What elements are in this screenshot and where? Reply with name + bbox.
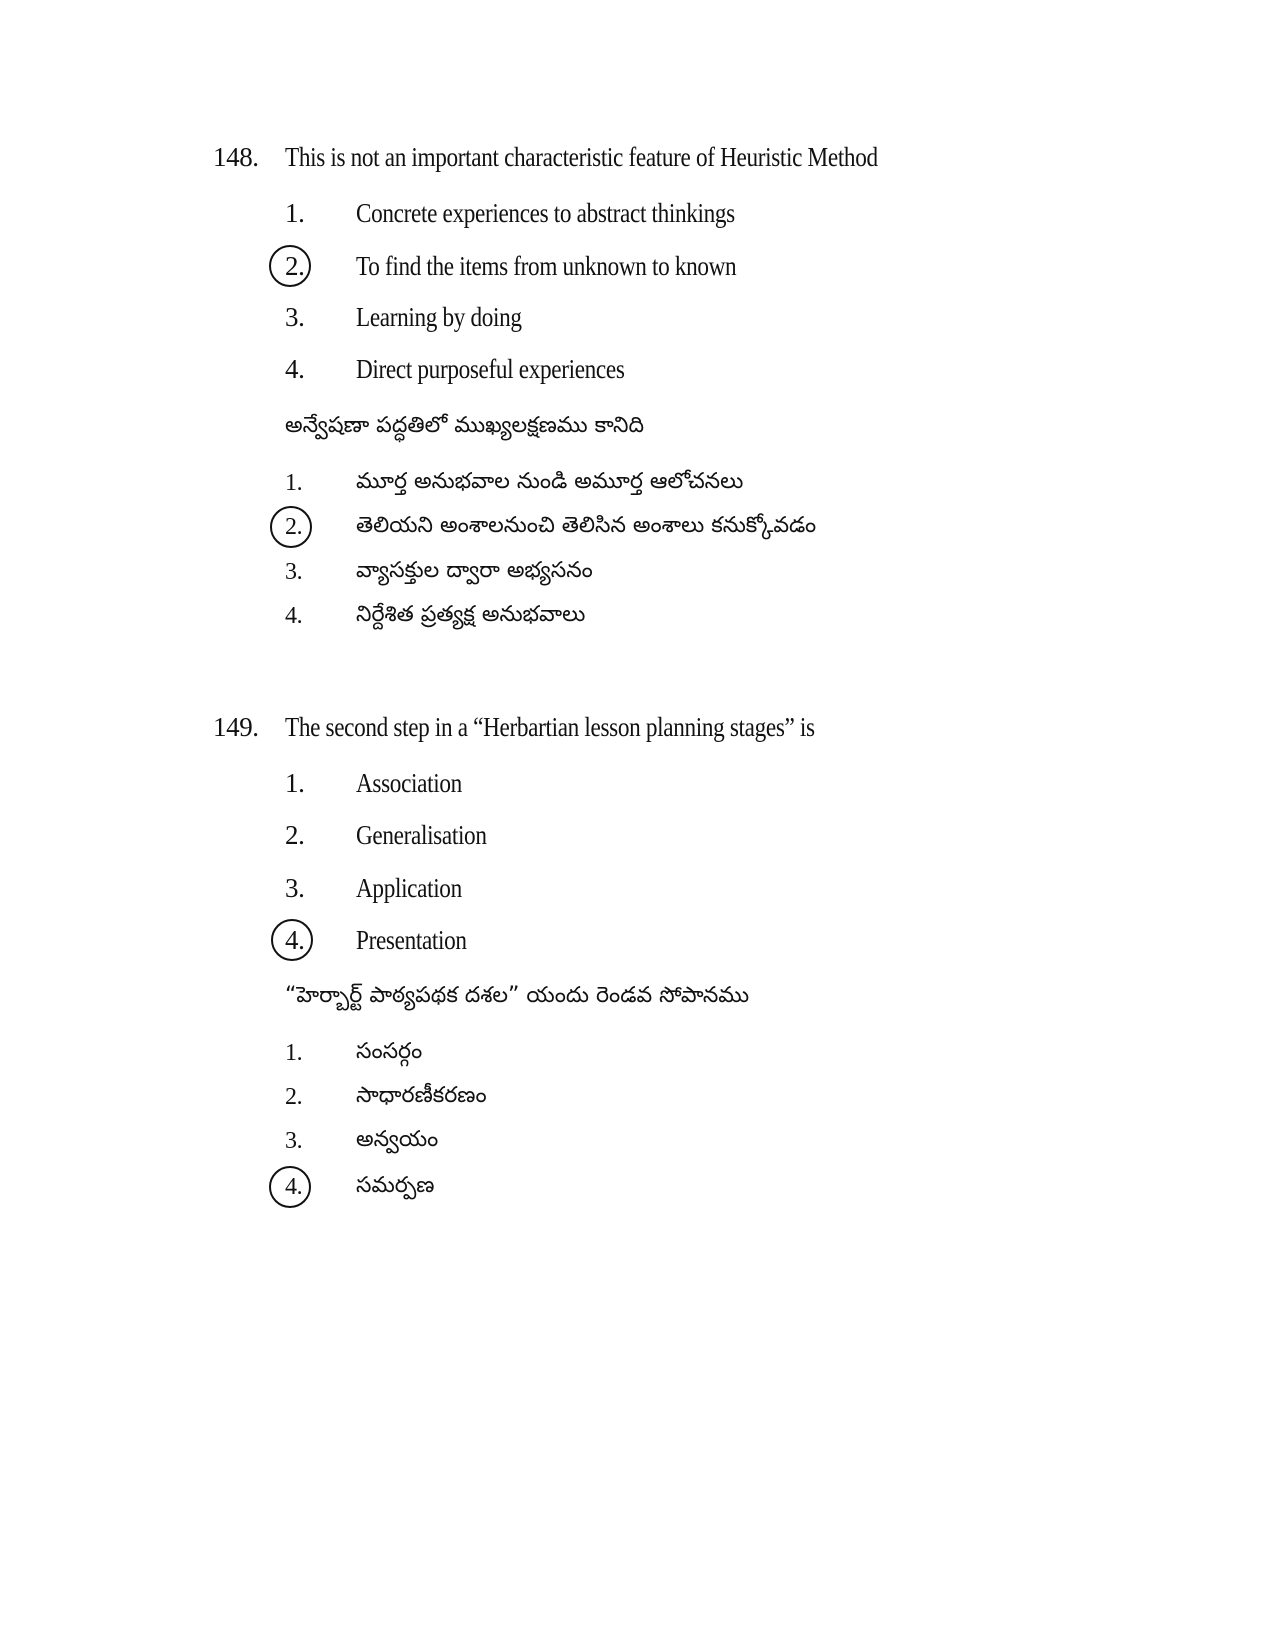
option-text-te: మూర్త అనుభవాల నుండి అమూర్త ఆలోచనలు: [356, 469, 744, 494]
option-text-te: అన్వయం: [356, 1127, 439, 1152]
option-number: 1.: [285, 470, 303, 496]
question-text-te: “హెర్బార్ట్ పాఠ్యపథక దశల” యందు రెండవ సోపానము: [285, 983, 750, 1008]
option-number: 1.: [285, 198, 305, 228]
option-label: Learning by doing: [356, 302, 522, 332]
option-number: 3.: [285, 559, 303, 585]
option-label: Direct purposeful experiences: [356, 354, 625, 384]
option-text: [356, 200, 797, 227]
option-text: [356, 356, 668, 383]
option-text: [356, 927, 485, 954]
option-text: [356, 822, 508, 849]
option-number: 4.: [285, 925, 305, 955]
question-text: [285, 144, 974, 171]
option-text-te: సంసర్గం: [356, 1039, 423, 1064]
option-text-te: తెలియని అంశాలనుంచి తెలిసిన అంశాలు కనుక్కోవడం: [356, 513, 817, 538]
option-text-te: సమర్పణ: [356, 1173, 435, 1198]
option-number: 2.: [285, 820, 305, 850]
option-text: [356, 253, 798, 280]
option-number: 4.: [285, 603, 303, 629]
question-text: [285, 714, 901, 741]
option-label: Association: [356, 768, 462, 798]
option-number: 2.: [285, 1084, 303, 1110]
option-label: Application: [356, 873, 462, 903]
option-label: Concrete experiences to abstract thinkings: [356, 198, 735, 228]
option-number: 3.: [285, 302, 305, 332]
question-number: 148.: [213, 142, 259, 172]
question-text-en: This is not an important characteristic feature of Heuristic Method: [285, 142, 878, 172]
option-text-te: వ్యాసక్తుల ద్వారా అభ్యసనం: [356, 558, 593, 583]
option-text-te: సాధారణీకరణం: [356, 1083, 487, 1108]
option-label: To find the items from unknown to known: [356, 251, 737, 281]
question-number: 149.: [213, 712, 259, 742]
option-number: 1.: [285, 1040, 303, 1066]
option-label: Presentation: [356, 925, 467, 955]
option-number: 2.: [285, 251, 305, 281]
option-number: 3.: [285, 873, 305, 903]
option-text: [356, 875, 479, 902]
option-number: 2.: [285, 514, 303, 540]
option-label: Generalisation: [356, 820, 487, 850]
option-text-te: నిర్దేశిత ప్రత్యక్ష అనుభవాలు: [356, 602, 586, 627]
question-text-en: The second step in a “Herbartian lesson planning stages” is: [285, 712, 815, 742]
option-number: 1.: [285, 768, 305, 798]
option-text: [356, 770, 479, 797]
option-text: [356, 304, 549, 331]
question-text-te: అన్వేషణా పద్ధతిలో ముఖ్యలక్షణము కానిది: [285, 413, 645, 438]
option-number: 3.: [285, 1128, 303, 1154]
option-number: 4.: [285, 354, 305, 384]
option-number: 4.: [285, 1174, 303, 1200]
